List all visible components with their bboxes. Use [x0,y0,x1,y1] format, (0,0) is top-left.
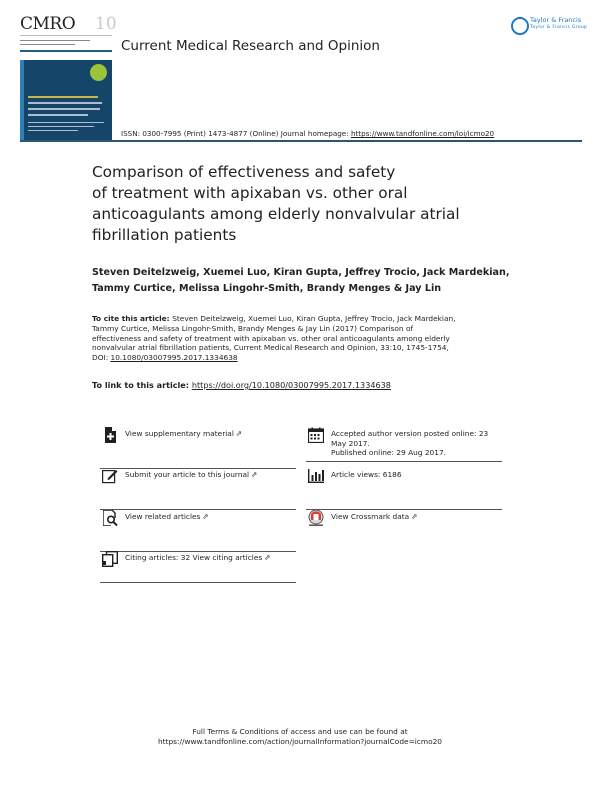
doi-link[interactable]: 10.1080/03007995.2017.1334638 [110,353,238,363]
accepted-date-line: May 2017. [331,438,370,448]
cover-text-line [20,44,75,45]
crossmark-label [331,512,503,522]
citation-text: nonvalvular atrial fibrillation patients, Current Medical Research and Opinion, 33:10, 1745-1754, [92,343,449,353]
issn-line [121,129,494,138]
external-link-icon: ⇗ [251,470,258,479]
submit-article-action[interactable] [100,467,296,510]
cover-text-line [28,96,98,98]
citation-text: Tammy Curtice, Melissa Lingohr-Smith, Brandy Menges & Jay Lin (2017) Comparison of [92,323,414,333]
citing-label [125,553,297,563]
publisher-logo-icon [511,17,529,35]
related-text: View related articles [125,512,201,521]
add-document-icon [102,426,118,444]
search-document-icon [102,509,118,527]
external-link-icon: ⇗ [235,429,243,438]
calendar-icon [308,426,324,444]
cover-text-line [28,114,88,116]
cover-band [20,50,112,52]
accepted-date-line: Accepted author version posted online: 23 [331,429,489,438]
cover-divider [20,35,112,36]
cover-badge [90,64,107,81]
cover-text-line [28,122,104,123]
article-views [306,467,502,510]
cover-stripe [20,60,24,142]
submit-label [125,470,297,480]
terms-footer [0,727,600,747]
supplementary-label [125,429,297,439]
cover-text-line [28,130,78,131]
title-line: of treatment with apixaban vs. other oral [92,184,408,202]
view-supplementary-action[interactable] [100,426,296,469]
view-crossmark-action[interactable] [306,509,502,551]
edit-icon [102,467,118,485]
citation-text: Steven Deitelzweig, Xuemei Luo, Kiran Gupta, Jeffrey Trocio, Jack Mardekian, [172,314,456,323]
article-title [92,162,532,246]
external-link-icon: ⇗ [411,512,418,521]
link-label: To link to this article: [92,380,192,390]
terms-url[interactable]: https://www.tandfonline.com/action/journalInformation?journalCode=icmo20 [157,737,443,746]
cover-logo: CMRO [20,14,76,34]
citation-block [92,314,522,363]
view-related-articles-action[interactable] [100,509,296,552]
cover-volume: 10 [95,14,117,34]
documents-icon [102,550,118,568]
citation-label: To cite this article: [92,314,173,323]
crossmark-icon [308,509,324,527]
terms-text: Full Terms & Conditions of access and use can be found at [192,727,408,736]
doi-label: DOI: [92,353,111,363]
authors-line: Steven Deitelzweig, Xuemei Luo, Kiran Gupta, Jeffrey Trocio, Jack Mardekian, [92,267,510,278]
author-list [92,265,522,297]
journal-cover-image [20,14,117,136]
publisher-logo [511,16,588,36]
citation-text: effectiveness and safety of treatment with apixaban vs. other oral anticoagulants among elderly [92,333,450,343]
citing-articles-action[interactable] [100,550,296,583]
publisher-logo-name: Taylor & Francis [530,16,582,24]
article-doi-url[interactable]: https://doi.org/10.1080/03007995.2017.1334638 [191,380,391,390]
cover-text-line [28,108,100,110]
external-link-icon: ⇗ [264,553,271,562]
published-date: Published online: 29 Aug 2017. [331,448,447,458]
bar-chart-icon [308,467,324,485]
accepted-date-text [331,429,503,458]
publisher-logo-group: Taylor & Francis Group [530,25,588,30]
cover-text-line [28,102,102,104]
submit-text: Submit your article to this journal [125,470,250,479]
cover-text-line [28,126,94,127]
cover-text-line [20,40,90,41]
journal-homepage-link[interactable]: https://www.tandfonline.com/loi/icmo20 [350,129,495,138]
publication-dates [306,426,502,462]
crossmark-text: View Crossmark data [331,512,410,521]
views-count: Article views: 6186 [331,470,402,479]
header-divider [20,140,582,142]
issn-text: ISSN: 0300-7995 (Print) 1473-4877 (Online) Journal homepage: [121,129,351,138]
article-link-line [92,380,532,390]
title-line: fibrillation patients [92,226,237,244]
supplementary-text: View supplementary material [125,429,234,438]
title-line: Comparison of effectiveness and safety [92,163,396,181]
related-label [125,512,297,522]
authors-line: Tammy Curtice, Melissa Lingohr-Smith, Brandy Menges & Jay Lin [92,283,442,294]
journal-title: Current Medical Research and Opinion [121,38,380,54]
citing-text: Citing articles: 32 View citing articles [125,553,263,562]
external-link-icon: ⇗ [202,512,209,521]
title-line: anticoagulants among elderly nonvalvular atrial [92,205,460,223]
